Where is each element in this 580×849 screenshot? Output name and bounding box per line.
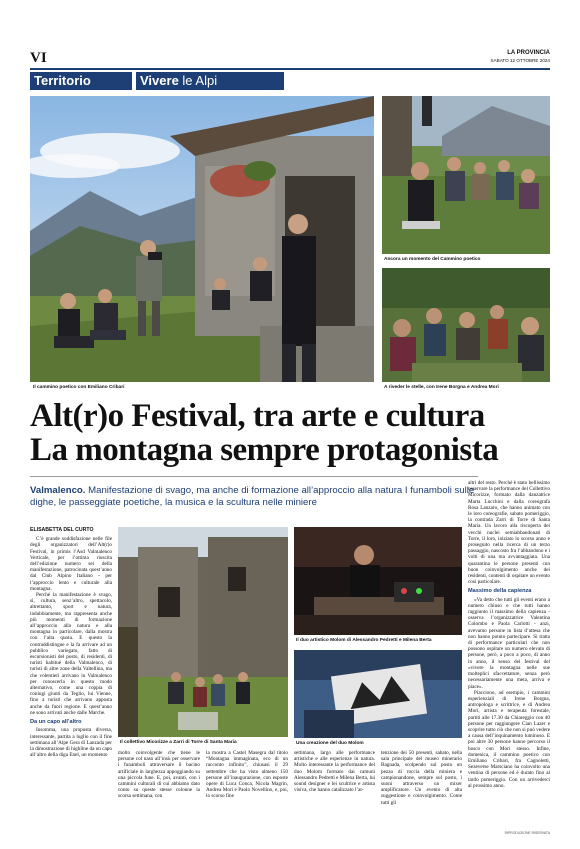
top-right-photo <box>382 96 550 254</box>
col5-paragraph: tenzione dei 50 presenti, sabato, nella sala principale del museo minerario Bagnada, scolpendo sul posto un pezzo di roccia della miniera e campionandone, sempre sul posto, i suoni attraverso un mixer amplificatore. Un evento di alta suggestione e coinvolgimento. Come tutti gli <box>381 750 462 806</box>
article-subtitle <box>30 485 478 508</box>
brand-name: LA PROVINCIA <box>507 50 550 56</box>
article-headline <box>30 399 550 467</box>
article-column-6 <box>468 480 550 828</box>
page-header <box>30 50 550 68</box>
body-mid-top-photo-image <box>294 527 462 635</box>
col1-paragraph-3: Insomma, una proposta diversa, interessante, partita a luglio con il fine settimana all’Alpe Gera di Lanzada per la dimostrazione di highline da un capo all’altro della diga Enel, un momento <box>30 727 112 759</box>
top-right-photo-caption: Ancora un momento del Cammino poetico <box>384 257 481 262</box>
body-mid-bottom-photo <box>294 650 462 738</box>
section-label-rest: le Alpi <box>182 73 218 88</box>
mid-right-photo-caption: A riveder le stelle, con Irene Borgna e Andrea Mori <box>384 385 499 390</box>
col1-paragraph-2: Perché la manifestazione è svago, sì, cultura, senz’altro, spettacolo, altrettanto, sport e natura, indubbiamente, ma rappresenta anche più momenti di formazione all’approccio alla natura e alla montagna in particolare, dalla mostra con l’alta quota. E questo la contraddistingue e la fa arrivare ad un pubblico variegato, fatto di escursionisti del posto, di residenti, di turisti habitué della Valmalenco, di turisti di altre zone della Valtellina, ma che volentieri arrivano in Valmalenco per conoscerla in questo modo alternativo, come una coppia di coniugi giunti da Teglio, lui Vienne, fino a turisti che arrivano apposta anche da fuori regione. E quest’anno ne sono arrivati anche dalle Marche. <box>30 592 112 716</box>
headline-line-1: Alt(r)o Festival, tra arte e cultura <box>30 398 485 434</box>
page-number: VI <box>30 50 47 66</box>
article-column-3 <box>206 750 288 830</box>
col2-paragraph: molto coinvolgente che tiene le persone col naso all’insù per osservare i funamboli attraversare il bacino artificiale in larghezza appoggiando su una piccola fune. E, poi, avanti, con i cammini culturali di cui abbiamo dato conto su queste stesse colonne la scorsa settimana, con <box>118 750 200 800</box>
body-mid-bottom-photo-caption: Una creazione del duo Molom <box>296 741 364 746</box>
article-column-1 <box>30 527 112 827</box>
issue-date: SABATO 12 OTTOBRE 2024 <box>490 58 550 63</box>
headline-rule <box>30 476 478 477</box>
main-photo-image <box>30 96 374 382</box>
mid-right-photo <box>382 268 550 382</box>
article-column-4 <box>294 750 375 830</box>
article-column-2 <box>118 750 200 830</box>
section-bar <box>30 68 550 90</box>
subhead-da-un-capo: Da un capo all’altro <box>30 719 82 726</box>
col6-paragraph-1: altri del resto. Perché è stato bellissimo osservare la performance del Collettivo Micorizze, formato dalla danzatrice Marta Lucchini e dalla coreografa Rosa Lanzaro, che hanno animato con le loro coreografie, sabato pomeriggio, la contrada Zarri di Torre di Santa Maria. Un lavoro alla riscoperta dei vecchi nuclei semiabbandonati di Torre, il loro, iniziato lo scorso anno e proseguito nella ricerca di un terzo passaggio, nascosto fra l’abbandono e i volti di una ma avvantaggiata. Una quarantina le persone presenti con buon coinvolgimento anche dei residenti, contenti di ospitare un evento così particolare. <box>468 480 550 586</box>
section-label-bold: Vivere <box>140 73 179 88</box>
col6-paragraph-3: Piacciono, ad esempio, i cammini esperienziali di Irene Borgna, antropologa e scrittrice, e di Andrea Mori, artista e terapeuta forestale, partiti alle 17.30 da Chiareggio con 40 persone per raggiungere Cian Lazer e scoprire tutto ciò che non si può vedere a causa dell’inquinamento luminoso. E poi altre 30 persone hanno percorso il bosco con Mori stesso. Infine, domenica, il cammino poetico con Emiliano Cribari, fra Cagnoletti, Sezeverse Marsciano ha coinvolto una ventina di persone ed è durato fino al tardo pomeriggio. Con un arrivederci al prossimo anno. <box>468 689 550 789</box>
article-column-5 <box>381 750 462 830</box>
subtitle-text: Manifestazione di svago, ma anche di formazione all’approccio alla natura I funamboli sulle dighe, le passeggiate poetiche, la musica e la scultura nelle miniere <box>30 485 475 508</box>
section-label-vivere-le-alpi <box>136 72 284 90</box>
section-label-territorio: Territorio <box>30 72 132 90</box>
col1-paragraph-1: C’è grande soddisfazione nelle file degli organizzatori dell’Alt(r)o Festival, in primis l’Asd Valmalenco Verticale, per l’ottima riuscita dell’edizione numero sei della manifestazione, patrocinata quest’anno dal Club Alpino Italiano - per l’approccio lento e culturale alla montagna. <box>30 536 112 592</box>
main-photo <box>30 96 374 382</box>
col3-paragraph: la mostra a Castel Masegra dal titolo “Montagna immaginata, eco di un racconto infinito”, chiusasi il 29 settembre che ha visto almeno 150 persone all’inaugurazione, con esposte opere di Luca Conca, Nicola Magrin, Andrea Mori e Paolo Novellino, e, poi, lo scorso fine <box>206 750 288 800</box>
body-mid-top-photo-caption: Il duo artistico Molom di Alessandro Pedretti e Milena Berta <box>296 638 432 643</box>
byline: ELISABETTA DEL CURTO <box>30 527 94 533</box>
body-left-photo-caption: Il collettivo Micorizze a Zarri di Torre di Santa Maria <box>120 740 237 745</box>
headline-line-2: La montagna sempre protagonista <box>30 432 499 468</box>
body-mid-bottom-photo-image <box>294 650 462 738</box>
body-left-photo-image <box>118 527 288 737</box>
newspaper-brand <box>491 50 551 64</box>
top-right-photo-image <box>382 96 550 254</box>
subtitle-kicker: Valmalenco. <box>30 485 86 496</box>
col4-paragraph: settimana, largo alle performance artistiche e alle esperienze in natura. Molto interessante la performance del duo Molom formato dai camuni Alessandro Pedretti e Milena Berta, lui sound designer e lei scultrice e artista visiva, che hanno catalizzato l’at- <box>294 750 375 794</box>
body-mid-top-photo <box>294 527 462 635</box>
footer-rights: RIPRODUZIONE RISERVATA <box>504 831 550 835</box>
subhead-massimo-capienza: Massimo della capienza <box>468 588 532 595</box>
mid-right-photo-image <box>382 268 550 382</box>
col6-paragraph-2: «Va detto che tutti gli eventi erano a numero chiuso e che tutti hanno raggiunto il massimo della capienza - osserva l’organizzatrice Valentina Colombo e Paola Carlotti - anzi, avevamo persone in lista d’attesa che non hanno potuto partecipare. Si tratta di performance particolari che non possono ospitare un numero elevato di persone, però, a poco a poco, di anno in anno, il senso del festival del «vivere la montagna nelle sue molteplici sfaccettature, senza però necessariamente una meta, arriva e piace». <box>468 596 550 690</box>
body-left-photo <box>118 527 288 737</box>
main-photo-caption: Il cammino poetico con Emiliano Cribari <box>33 385 125 390</box>
